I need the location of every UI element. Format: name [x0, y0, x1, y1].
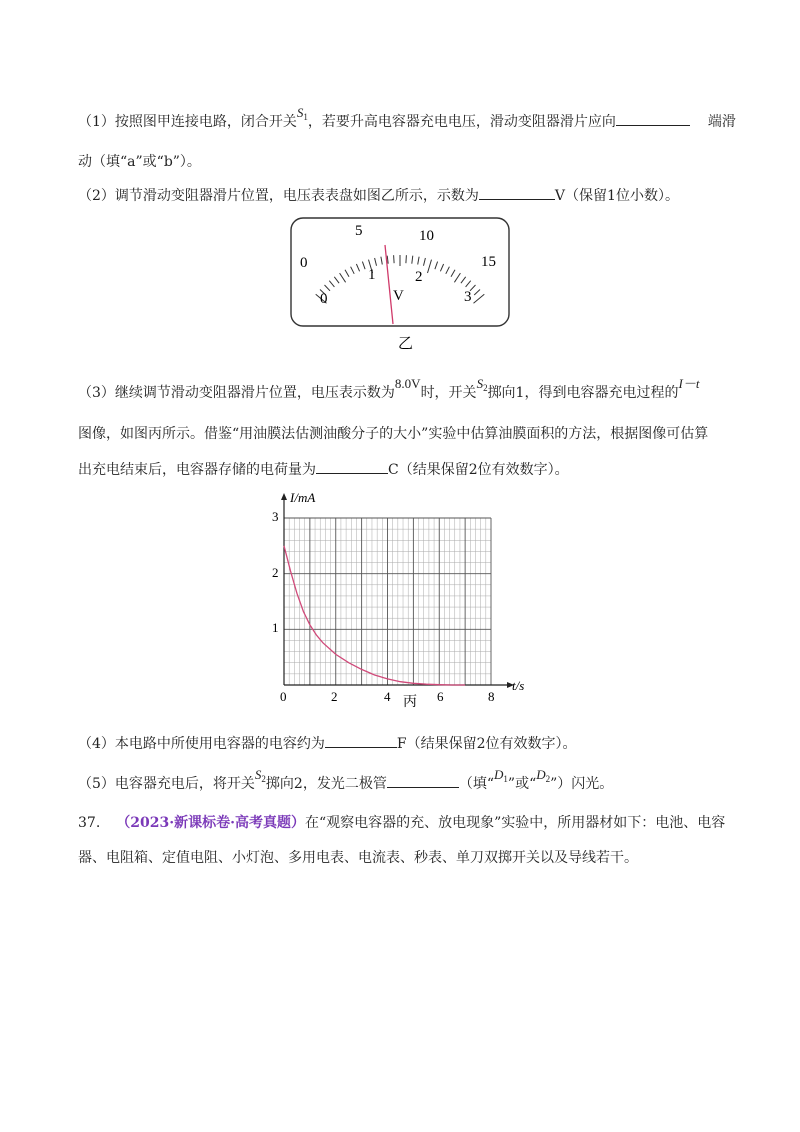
scale-bottom-3: 3 [464, 289, 472, 305]
question-37-line-1 [78, 813, 725, 833]
scale-tick [446, 267, 450, 274]
switch-s2: $S_2$ [476, 376, 488, 393]
scale-tick [474, 290, 480, 296]
scale-tick [461, 277, 466, 283]
i-t-label: I－t [678, 376, 700, 391]
question-37-source: （2023·新课标卷·高考真题） [116, 815, 305, 831]
meter-unit: V [393, 288, 404, 304]
scale-tick [381, 257, 382, 265]
scale-tick [345, 270, 349, 277]
question-37-number: 37. [78, 815, 101, 831]
question-1-line-1 [78, 105, 736, 136]
scale-top-10: 10 [419, 228, 434, 244]
question-2-line [78, 184, 679, 206]
question-4-number: （4） [78, 736, 115, 752]
scale-tick [435, 262, 438, 270]
scale-tick [474, 294, 485, 303]
question-3-line-1 [78, 376, 700, 407]
y-tick-3: 3 [272, 509, 279, 524]
question-5-text-d: ”或“ [507, 776, 537, 792]
voltage-value: 8.0V [394, 376, 421, 391]
question-2-text-a: 调节滑动变阻器滑片位置，电压表表盘如图乙所示，示数为 [114, 188, 479, 204]
answer-blank-5[interactable] [387, 772, 459, 788]
scale-tick [466, 281, 471, 287]
scale-tick [440, 264, 443, 271]
switch-s2-q5: $S_2$ [254, 767, 266, 784]
question-1-line-2: 动（填“a”或“b”）。 [78, 154, 201, 170]
scale-tick [394, 255, 395, 263]
answer-blank-1[interactable] [616, 110, 690, 126]
question-1-text-c: 端滑 [707, 114, 736, 130]
x-tick-4: 4 [384, 689, 391, 704]
scale-tick [334, 277, 339, 283]
scale-top-15: 15 [481, 254, 496, 270]
x-tick-6: 6 [437, 689, 444, 704]
scale-tick [356, 264, 359, 271]
scale-tick [451, 270, 455, 277]
question-5-text-a: 电容器充电后，将开关 [114, 776, 255, 792]
x-tick-0: 0 [280, 689, 287, 704]
meter-needle [385, 245, 393, 324]
scale-tick [325, 285, 331, 291]
scale-tick [428, 260, 432, 273]
question-4-text-a: 本电路中所使用电容器的电容约为 [114, 736, 325, 752]
voltmeter-frame [291, 218, 509, 326]
x-axis-label: t/s [512, 678, 525, 693]
question-37-line-2: 器、电阻箱、定值电阻、小灯泡、多用电表、电流表、秒表、单刀双掷开关以及导线若干。 [78, 850, 638, 866]
scale-top-0: 0 [300, 255, 308, 271]
question-1-number: （1） [78, 114, 115, 130]
question-1-text-a: 按照图甲连接电路，闭合开关 [114, 114, 297, 130]
question-3-text-b: 时，开关 [420, 385, 477, 401]
answer-blank-4[interactable] [325, 732, 397, 748]
question-4-text-b: F（结果保留2位有效数字）。 [396, 736, 577, 752]
i-t-chart [262, 488, 542, 710]
chart-caption-bing: 丙 [403, 695, 417, 710]
question-5-text-e: ”）闪光。 [550, 776, 614, 792]
question-37-text-a: 在“观察电容器的充、放电现象”实验中，所用器材如下：电池、电容 [304, 815, 726, 831]
scale-bottom-1: 1 [368, 267, 376, 283]
figure-caption-yi: 乙 [398, 336, 414, 352]
y-axis-label: I/mA [290, 490, 316, 505]
scale-bottom-0: 0 [320, 291, 328, 307]
x-tick-8: 8 [488, 689, 495, 704]
question-2-text-b: V（保留1位小数）。 [554, 188, 679, 204]
question-5-line [78, 767, 614, 798]
question-2-number: （2） [78, 188, 115, 204]
scale-tick [362, 262, 365, 270]
answer-blank-3[interactable] [316, 458, 388, 474]
question-3-line-3: 出充电结束后，电容器存储的电荷量为 C（结果保留2位有效数字）。 [78, 458, 569, 480]
x-tick-2: 2 [331, 689, 338, 704]
scale-bottom-2: 2 [415, 269, 423, 285]
y-axis-arrow [281, 493, 287, 500]
question-1-text-b: ，若要升高电容器充电电压，滑动变阻器滑片应向 [307, 114, 616, 130]
diode-d1: $D_1$ [494, 767, 508, 784]
switch-s1: $S_1$ [296, 105, 308, 122]
question-3-line-2: 图像，如图丙所示。借鉴“用油膜法估测油酸分子的大小”实验中估算油膜面积的方法，根据图像可估算 [78, 426, 709, 442]
y-tick-1: 1 [272, 620, 279, 635]
question-5-text-b: 掷向2，发光二极管 [265, 776, 387, 792]
scale-tick [340, 273, 346, 282]
scale-tick [406, 255, 407, 263]
scale-tick [375, 258, 377, 266]
y-tick-2: 2 [272, 565, 279, 580]
scale-tick [424, 258, 426, 266]
question-5-number: （5） [78, 776, 115, 792]
voltmeter-figure [288, 215, 518, 355]
answer-blank-2[interactable] [479, 184, 555, 200]
question-3-text-c: 掷向1，得到电容器充电过程的 [487, 385, 679, 401]
scale-tick [329, 281, 334, 287]
charging-current-curve [284, 546, 465, 685]
scale-tick [351, 267, 355, 274]
scale-tick [412, 256, 413, 264]
scale-tick [418, 257, 419, 265]
question-5-text-c: （填“ [458, 776, 495, 792]
diode-d2: $D_2$ [536, 767, 551, 784]
scale-tick [454, 273, 460, 282]
question-3-text-a: 继续调节滑动变阻器滑片位置，电压表示数为 [114, 385, 395, 401]
scale-top-5: 5 [355, 223, 363, 239]
question-4-line [78, 732, 577, 754]
question-3-number: （3） [78, 385, 115, 401]
